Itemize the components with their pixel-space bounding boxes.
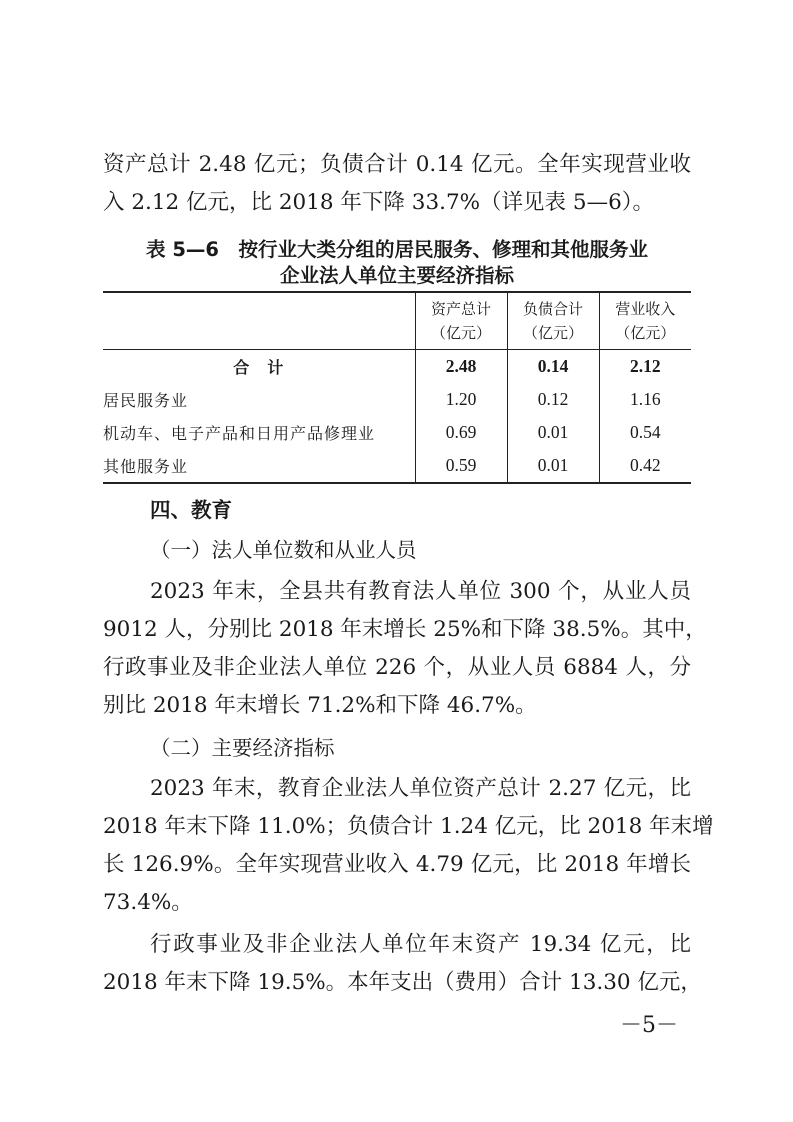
paragraph-line: 入 2.12 亿元，比 2018 年下降 33.7%（详见表 5—6）。	[103, 190, 655, 215]
paragraph-line: 别比 2018 年末增长 71.2%和下降 46.7%。	[103, 693, 537, 718]
column-header: 负债合计 （亿元）	[507, 292, 599, 350]
table-row: 机动车、电子产品和日用产品修理业 0.69 0.01 0.54	[103, 416, 691, 449]
economic-indicators-table	[103, 291, 691, 484]
column-header: 营业收入 （亿元）	[599, 292, 691, 350]
paragraph-line: 2018 年末下降 11.0%；负债合计 1.24 亿元，比 2018 年末增	[103, 814, 714, 839]
paragraph-line: 资产总计 2.48 亿元；负债合计 0.14 亿元。全年实现营业收	[103, 152, 691, 177]
header-blank	[103, 292, 415, 350]
table-row: 其他服务业 0.59 0.01 0.42	[103, 449, 691, 483]
paragraph-line: 2018 年末下降 19.5%。本年支出（费用）合计 13.30 亿元，	[103, 970, 702, 995]
table-row-total: 合 计 2.48 0.14 2.12	[103, 350, 691, 384]
paragraph-line: 行政事业及非企业法人单位 226 个，从业人员 6884 人，分	[103, 655, 691, 680]
paragraph-line: 2023 年末，全县共有教育法人单位 300 个，从业人员	[150, 579, 691, 604]
page-number: －5－	[620, 1013, 678, 1038]
section-heading: 四、教育	[150, 498, 232, 522]
paragraph-line: 9012 人，分别比 2018 年末增长 25%和下降 38.5%。其中，	[103, 617, 707, 642]
subsection-heading: （一）法人单位数和从业人员	[150, 538, 417, 562]
subsection-heading: （二）主要经济指标	[150, 736, 335, 760]
paragraph-line: 73.4%。	[103, 890, 193, 915]
table-header-row	[103, 292, 691, 350]
table-title-line2: 企业法人单位主要经济指标	[279, 264, 514, 287]
table-title-line1: 表 5—6 按行业大类分组的居民服务、修理和其他服务业	[146, 238, 648, 261]
paragraph-line: 行政事业及非企业法人单位年末资产 19.34 亿元，比	[150, 932, 691, 957]
table-row: 居民服务业 1.20 0.12 1.16	[103, 383, 691, 416]
column-header: 资产总计 （亿元）	[415, 292, 507, 350]
paragraph-line: 长 126.9%。全年实现营业收入 4.79 亿元，比 2018 年增长	[103, 852, 691, 877]
paragraph-line: 2023 年末，教育企业法人单位资产总计 2.27 亿元，比	[150, 776, 691, 801]
